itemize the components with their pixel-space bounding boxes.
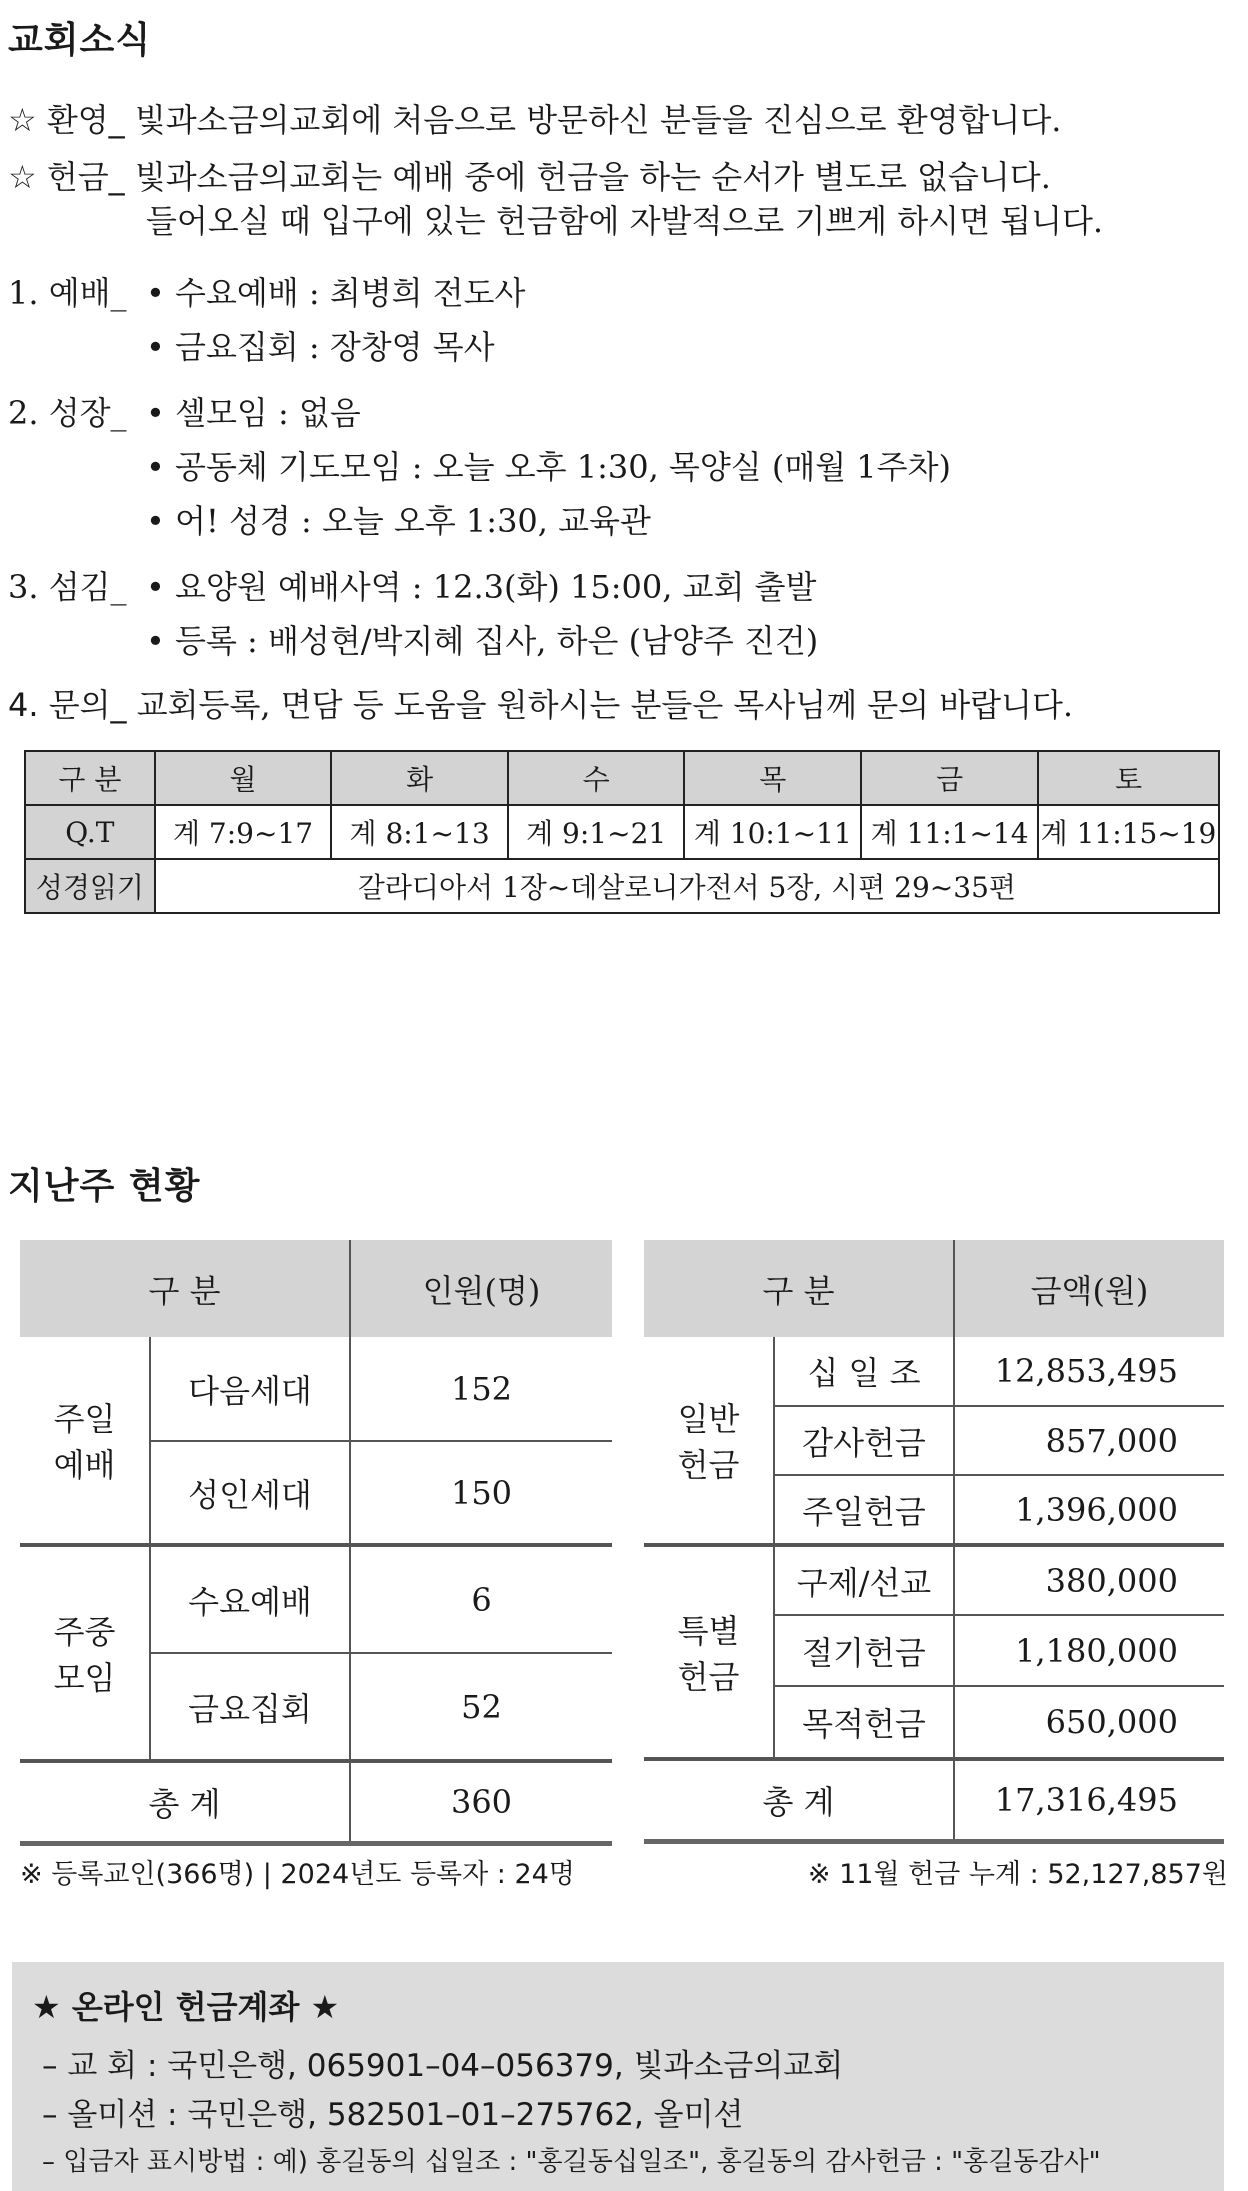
welcome-label: ☆ 환영_ (8, 101, 125, 139)
total-label: 총 계 (644, 1759, 954, 1842)
worship-label: 1. 예배_ (8, 274, 127, 312)
row-label: 성인세대 (150, 1441, 350, 1545)
last-week-title: 지난주 현황 (8, 1166, 201, 1207)
depositor-guide: – 입금자 표시방법 : 예) 홍길동의 십일조 : "홍길동십일조", 홍길동의 감사헌금 : "홍길동감사" (42, 2147, 1101, 2177)
attendance-table (20, 1240, 612, 1846)
schedule-header-cell: 구 분 (25, 751, 155, 805)
qt-cell: 계 8:1~13 (331, 805, 508, 859)
row-label: 주일헌금 (774, 1475, 954, 1545)
attendance-header-row (20, 1240, 612, 1337)
offering-header-cell: 구 분 (644, 1240, 954, 1337)
inquiry-text: 교회등록, 면담 등 도움을 원하시는 분들은 목사님께 문의 바랍니다. (136, 686, 1074, 724)
row-label: 다음세대 (150, 1337, 350, 1441)
qt-label: Q.T (25, 805, 155, 859)
offering-label: ☆ 헌금_ (8, 158, 125, 196)
welcome-line (8, 95, 1061, 141)
row-value: 857,000 (954, 1406, 1224, 1475)
schedule-header-cell: 월 (155, 751, 332, 805)
total-value: 17,316,495 (954, 1759, 1224, 1842)
reading-row (25, 859, 1219, 913)
qt-cell: 계 10:1~11 (684, 805, 861, 859)
growth-item: • 어! 성경 : 오늘 오후 1:30, 교육관 (146, 502, 651, 540)
offering-header-cell: 금액(원) (954, 1240, 1224, 1337)
row-value: 380,000 (954, 1545, 1224, 1615)
attendance-header-cell: 인원(명) (350, 1240, 612, 1337)
online-offering-title: ★ 온라인 헌금계좌 ★ (32, 1988, 340, 2026)
inquiry-label: 4. 문의_ (8, 686, 127, 724)
table-row (644, 1545, 1224, 1615)
schedule-header-cell: 수 (508, 751, 685, 805)
row-value: 6 (350, 1545, 612, 1653)
monthly-offering-note: ※ 11월 헌금 누계 : 52,127,857원 (807, 1859, 1228, 1890)
qt-cell: 계 11:15~19 (1038, 805, 1219, 859)
row-value: 150 (350, 1441, 612, 1545)
row-label: 절기헌금 (774, 1615, 954, 1686)
schedule-header-cell: 토 (1038, 751, 1219, 805)
service-item: • 요양원 예배사역 : 12.3(화) 15:00, 교회 출발 (146, 568, 817, 606)
total-label: 총 계 (20, 1761, 350, 1844)
total-value: 360 (350, 1761, 612, 1844)
attendance-total-row (20, 1761, 612, 1844)
offering-header-row (644, 1240, 1224, 1337)
welcome-text: 빛과소금의교회에 처음으로 방문하신 분들을 진심으로 환영합니다. (134, 101, 1062, 139)
offering-text-1: 빛과소금의교회는 예배 중에 헌금을 하는 순서가 별도로 없습니다. (134, 158, 1051, 196)
row-label: 금요집회 (150, 1653, 350, 1761)
offering-total-row (644, 1759, 1224, 1842)
allmission-account: – 올미션 : 국민은행, 582501–01–275762, 올미션 (42, 2097, 744, 2133)
schedule-header-row (25, 751, 1219, 805)
row-value: 650,000 (954, 1686, 1224, 1759)
row-value: 1,180,000 (954, 1615, 1224, 1686)
offering-text-2: 들어오실 때 입구에 있는 헌금함에 자발적으로 기쁘게 하시면 됩니다. (146, 202, 1104, 240)
row-value: 52 (350, 1653, 612, 1761)
qt-cell: 계 7:9~17 (155, 805, 332, 859)
row-value: 12,853,495 (954, 1337, 1224, 1406)
row-label: 감사헌금 (774, 1406, 954, 1475)
row-label: 구제/선교 (774, 1545, 954, 1615)
attendance-header-cell: 구 분 (20, 1240, 350, 1337)
offering-group-special: 특별 헌금 (644, 1545, 774, 1759)
row-label: 수요예배 (150, 1545, 350, 1653)
qt-cell: 계 9:1~21 (508, 805, 685, 859)
qt-cell: 계 11:1~14 (861, 805, 1038, 859)
schedule-header-cell: 목 (684, 751, 861, 805)
registered-members-note: ※ 등록교인(366명) | 2024년도 등록자 : 24명 (20, 1859, 575, 1890)
growth-label: 2. 성장_ (8, 394, 127, 432)
row-value: 152 (350, 1337, 612, 1441)
reading-cell: 갈라디아서 1장~데살로니가전서 5장, 시편 29~35편 (155, 859, 1219, 913)
table-row (20, 1337, 612, 1441)
service-label: 3. 섬김_ (8, 568, 127, 606)
offering-group-general: 일반 헌금 (677, 1400, 740, 1484)
table-row (644, 1337, 1224, 1406)
offering-table (644, 1240, 1224, 1844)
growth-item: • 공동체 기도모임 : 오늘 오후 1:30, 목양실 (매월 1주차) (146, 448, 951, 486)
qt-row (25, 805, 1219, 859)
row-value: 1,396,000 (954, 1475, 1224, 1545)
table-row (20, 1545, 612, 1653)
attendance-group-sunday: 주일 예배 (53, 1400, 116, 1484)
schedule-header-cell: 화 (331, 751, 508, 805)
reading-label: 성경읽기 (25, 859, 155, 913)
offering-line (8, 152, 1051, 198)
row-label: 목적헌금 (774, 1686, 954, 1759)
news-title: 교회소식 (8, 20, 152, 61)
attendance-group-weekday: 주중 모임 (20, 1545, 150, 1761)
growth-item: • 셀모임 : 없음 (146, 394, 361, 432)
schedule-table (24, 750, 1220, 914)
schedule-header-cell: 금 (861, 751, 1038, 805)
worship-item: • 수요예배 : 최병희 전도사 (146, 274, 526, 312)
row-label: 십 일 조 (774, 1337, 954, 1406)
service-item: • 등록 : 배성현/박지혜 집사, 하은 (남양주 진건) (146, 622, 819, 660)
church-account: – 교 회 : 국민은행, 065901–04–056379, 빛과소금의교회 (42, 2048, 844, 2084)
worship-item: • 금요집회 : 장창영 목사 (146, 328, 495, 366)
inquiry-line (8, 680, 1073, 726)
online-offering-box (12, 1962, 1224, 2191)
